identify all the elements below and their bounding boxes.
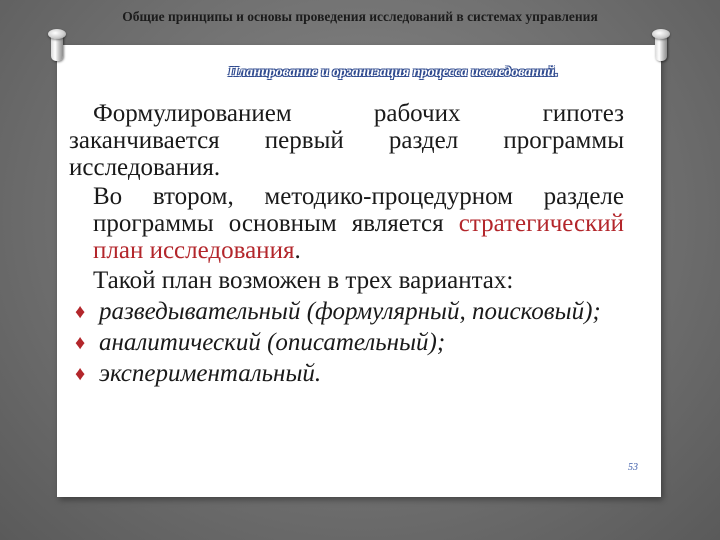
list-item [69,360,624,387]
list-item-text: аналитический (описательный); [99,329,446,356]
list-item [69,298,624,325]
presentation-title: Общие принципы и основы проведения исследований в системах управления [122,9,598,24]
pushpin-icon [51,33,63,61]
list-item-text: разведывательный (формулярный, поисковый); [99,298,601,325]
paragraph-text: Во втором, методико-процедурном разделе программы основным является [93,183,624,237]
slide-body [69,100,624,391]
highlighted-term: стратегический план исследования [93,210,624,264]
slide-subtitle: Планирование и организация процесса исследований. [228,65,559,80]
paragraph-hypotheses: Формулированием рабочих гипотез заканчивается первый раздел программы исследования. [69,100,624,181]
diamond-bullet-icon: ♦ [75,363,86,385]
diamond-bullet-icon: ♦ [75,301,86,323]
page-number: 53 [628,462,638,473]
paragraph-strategic-plan [69,183,624,264]
pushpin-icon [655,33,667,61]
paragraph-variants: Такой план возможен в трех вариантах: [93,267,514,294]
variant-list [69,298,624,387]
list-item [69,329,624,356]
paragraph-end: . [294,237,301,264]
diamond-bullet-icon: ♦ [75,332,86,354]
list-item-text: экспериментальный. [99,360,322,387]
